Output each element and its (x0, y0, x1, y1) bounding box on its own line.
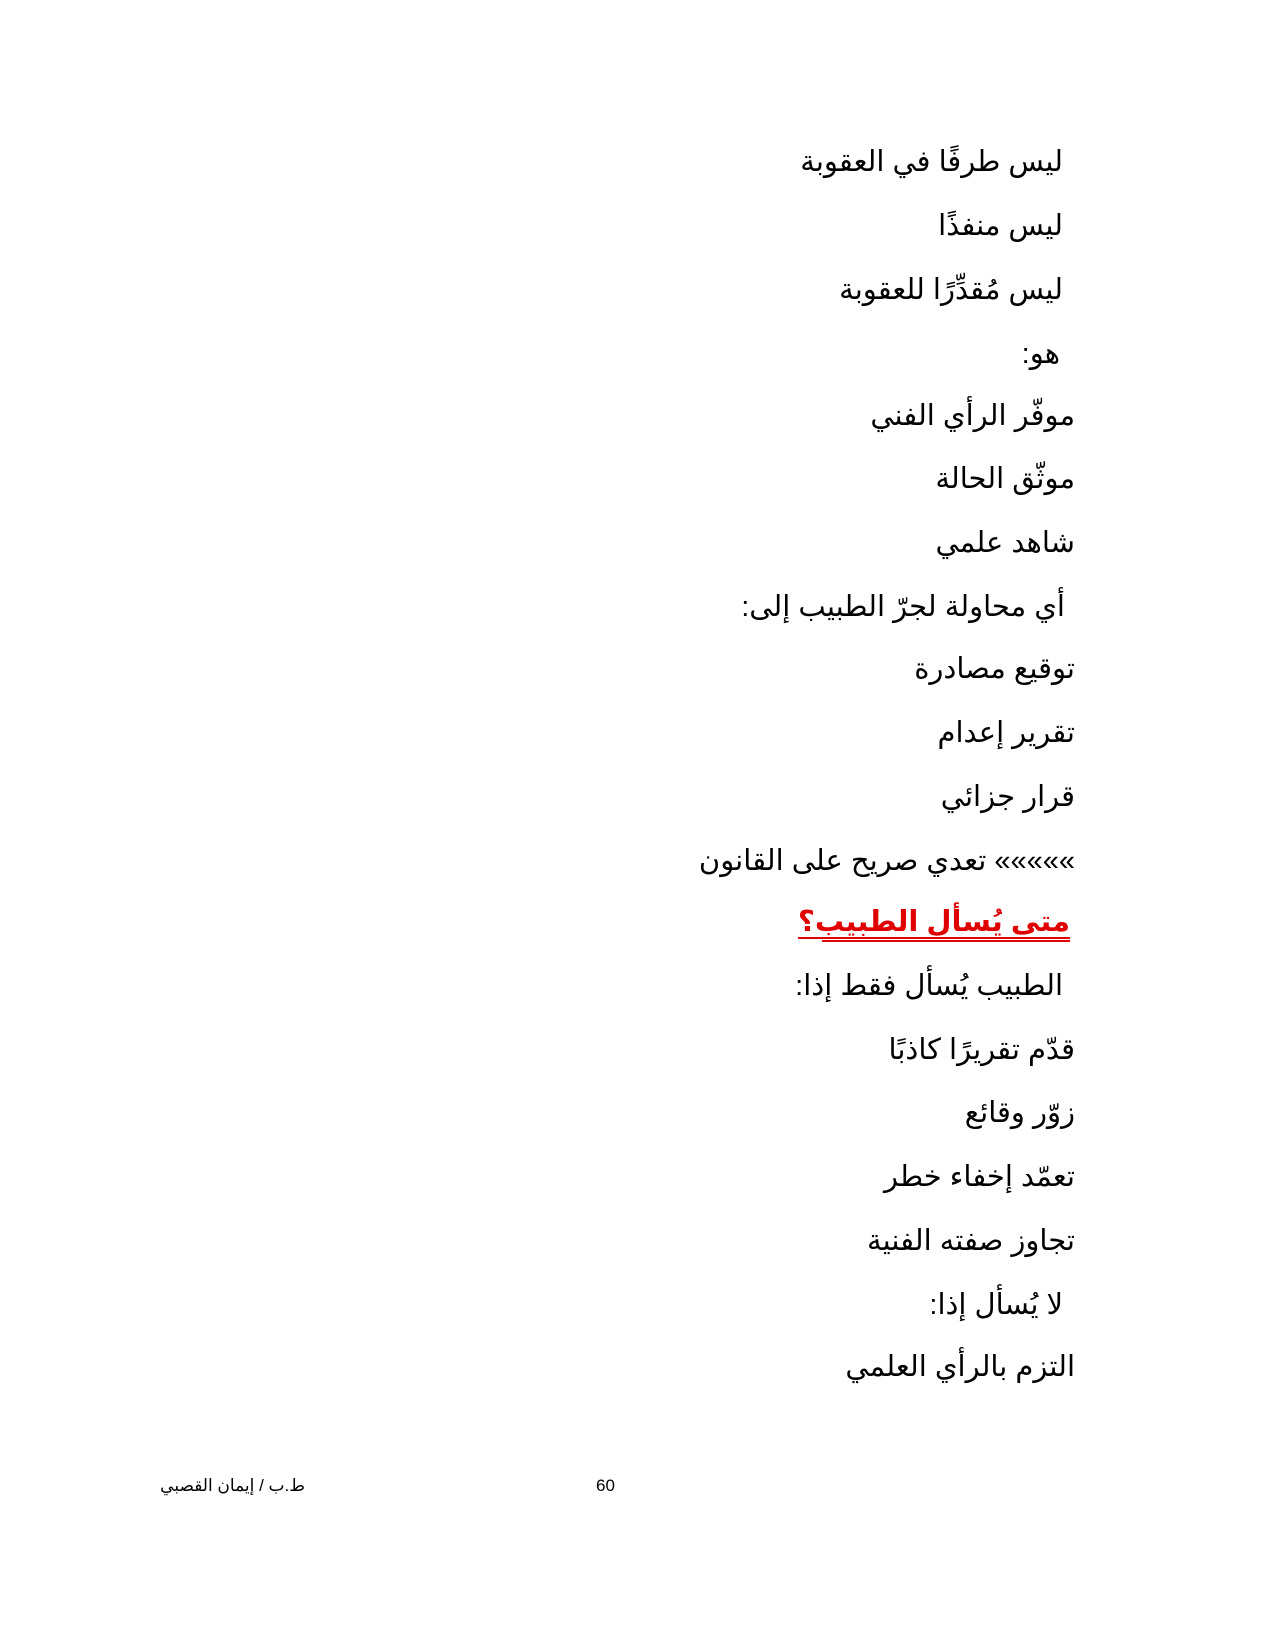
footer-author: ط.ب / إيمان القصبي (160, 1476, 305, 1495)
text-line: لا يُسأل إذا: (929, 1289, 1063, 1321)
text-line: تجاوز صفته الفنية (867, 1225, 1075, 1257)
text-line: موثّق الحالة (935, 463, 1075, 495)
text-line: التزم بالرأي العلمي (845, 1351, 1075, 1383)
section-heading: متى يُسأل الطبيب؟ (798, 906, 1070, 938)
text-line: قرار جزائي (940, 781, 1075, 813)
page-number: 60 (596, 1476, 615, 1495)
text-line: أي محاولة لجرّ الطبيب إلى: (741, 591, 1065, 623)
text-line: قدّم تقريرًا كاذبًا (888, 1034, 1075, 1066)
heading-underline (822, 940, 1070, 942)
text-line: »»»»» تعدي صريح على القانون (698, 845, 1075, 877)
text-line: هو: (1021, 338, 1060, 370)
text-line: موفّر الرأي الفني (870, 400, 1075, 432)
text-line: شاهد علمي (935, 527, 1075, 559)
text-line: الطبيب يُسأل فقط إذا: (795, 970, 1063, 1002)
text-line: ليس طرفًا في العقوبة (800, 146, 1063, 178)
text-line: زوّر وقائع (964, 1097, 1075, 1129)
text-line: ليس مُقدِّرًا للعقوبة (839, 274, 1063, 306)
text-line: تعمّد إخفاء خطر (883, 1161, 1075, 1193)
text-line: توقيع مصادرة (914, 653, 1075, 685)
text-line: تقرير إعدام (937, 717, 1075, 749)
text-line: ليس منفذًا (938, 210, 1063, 242)
